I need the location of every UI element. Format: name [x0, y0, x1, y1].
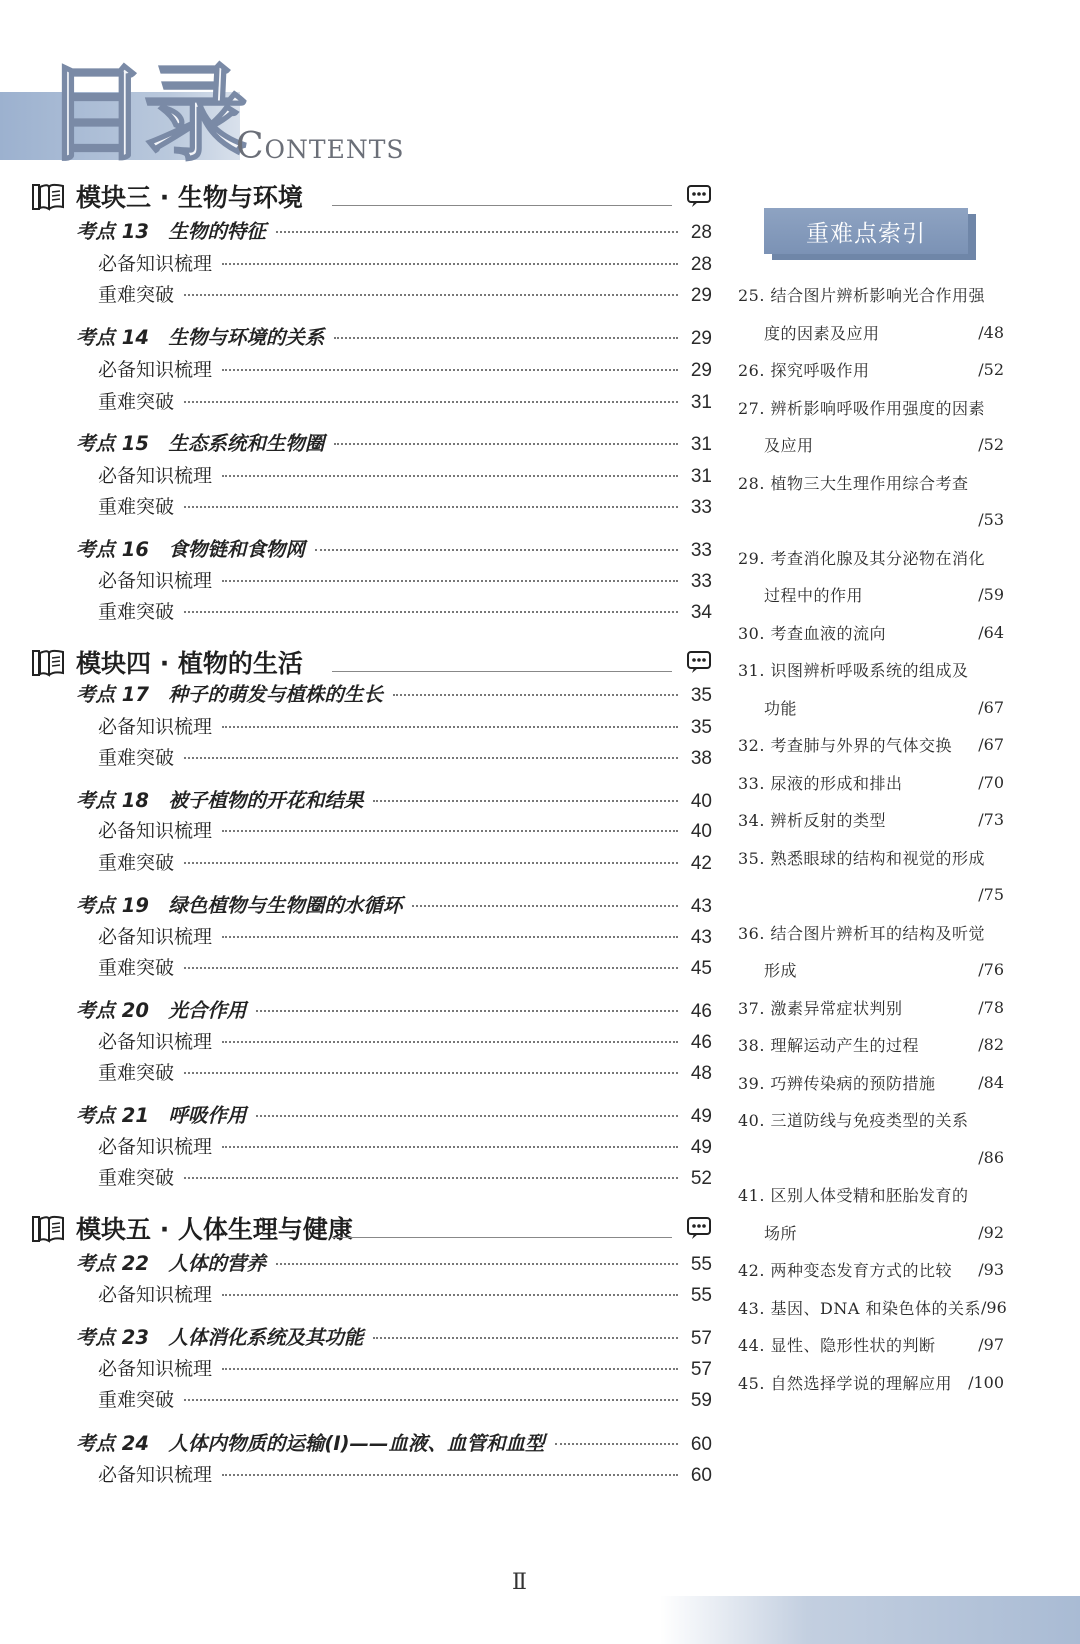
entry-label: 必备知识梳理	[98, 716, 213, 738]
entry-label: 考点 23 人体消化系统及其功能	[76, 1326, 364, 1349]
index-line[interactable]	[738, 801, 1004, 839]
dot-leader	[222, 1368, 678, 1370]
index-line[interactable]	[738, 839, 1004, 877]
index-text: 34. 辨析反射的类型	[738, 811, 887, 831]
index-page: /100	[968, 1372, 1004, 1392]
entry-page: 40	[690, 821, 712, 842]
index-text: 及应用	[764, 436, 814, 456]
entry-label: 必备知识梳理	[98, 1284, 213, 1306]
footer-band	[660, 1596, 1080, 1644]
index-text: 36. 结合图片辨析耳的结构及听觉	[738, 923, 986, 943]
entry-page: 33	[690, 497, 712, 518]
entry-label: 重难突破	[98, 852, 175, 874]
index-line[interactable]	[738, 651, 1004, 689]
index-text: 37. 激素异常症状判别	[738, 998, 903, 1018]
toc-subentry[interactable]	[98, 387, 712, 417]
entry-label: 必备知识梳理	[98, 820, 213, 842]
banner-label: 重难点索引	[764, 208, 968, 254]
toc-section-entry[interactable]	[76, 534, 712, 564]
index-line[interactable]	[738, 989, 1004, 1027]
toc-section-entry[interactable]	[76, 1322, 712, 1352]
entry-page: 57	[690, 1328, 712, 1349]
dot-leader	[222, 1474, 678, 1476]
index-text: 43. 基因、DNA 和染色体的关系	[738, 1298, 982, 1318]
index-line[interactable]	[738, 576, 1004, 614]
index-text: 38. 理解运动产生的过程	[738, 1036, 920, 1056]
toc-section-entry[interactable]	[76, 679, 712, 709]
dot-leader	[393, 694, 678, 696]
toc-section-entry[interactable]	[76, 428, 712, 458]
toc-section-entry[interactable]	[76, 1100, 712, 1130]
dot-leader	[184, 401, 678, 403]
toc-subentry[interactable]	[98, 848, 712, 878]
index-line[interactable]	[738, 1026, 1004, 1064]
index-page: /52	[978, 360, 1004, 380]
entry-page: 40	[690, 791, 712, 812]
index-line[interactable]	[738, 1289, 1007, 1327]
entry-page: 35	[690, 717, 712, 738]
entry-label: 必备知识梳理	[98, 926, 213, 948]
module-title: 模块四 · 植物的生活	[76, 649, 303, 678]
dot-leader	[276, 1263, 678, 1265]
entry-label: 必备知识梳理	[98, 1031, 213, 1053]
toc-section-entry[interactable]	[76, 1248, 712, 1278]
index-page: /97	[978, 1335, 1004, 1355]
index-line[interactable]	[738, 951, 1004, 989]
module-header	[32, 644, 712, 684]
index-page: /48	[978, 322, 1004, 342]
dot-leader	[184, 757, 678, 759]
dot-leader	[184, 1072, 678, 1074]
entry-page: 42	[690, 853, 712, 874]
entry-page: 31	[690, 466, 712, 487]
dot-leader	[222, 580, 678, 582]
index-text: 26. 探究呼吸作用	[738, 361, 870, 381]
book-icon	[32, 648, 66, 678]
index-page: /53	[978, 510, 1004, 530]
index-page: /59	[978, 585, 1004, 605]
index-page: /73	[978, 810, 1004, 830]
index-list	[738, 276, 1007, 1401]
dot-leader	[184, 1399, 678, 1401]
dot-leader	[222, 936, 678, 938]
toc-subentry[interactable]	[98, 1163, 712, 1193]
dot-leader	[222, 1146, 678, 1148]
index-text: 度的因素及应用	[764, 323, 880, 343]
module-header	[32, 178, 712, 218]
dot-leader	[315, 549, 678, 551]
index-page: /84	[978, 1072, 1004, 1092]
index-text: 42. 两种变态发育方式的比较	[738, 1261, 953, 1281]
dot-leader	[256, 1115, 678, 1117]
entry-label: 考点 14 生物与环境的关系	[76, 326, 325, 349]
toc-subentry[interactable]	[98, 1385, 712, 1415]
entry-label: 考点 19 绿色植物与生物圈的水循环	[76, 894, 403, 917]
index-line[interactable]	[738, 1326, 1004, 1364]
index-line[interactable]	[738, 351, 1004, 389]
toc-subentry[interactable]	[98, 712, 712, 742]
index-line[interactable]	[738, 689, 1004, 727]
entry-label: 必备知识梳理	[98, 1358, 213, 1380]
entry-label: 考点 17 种子的萌发与植株的生长	[76, 683, 383, 706]
index-page: /67	[978, 697, 1004, 717]
dot-leader	[222, 726, 678, 728]
entry-label: 重难突破	[98, 1167, 175, 1189]
entry-page: 31	[690, 392, 712, 413]
entry-label: 考点 21 呼吸作用	[76, 1104, 247, 1127]
dot-leader	[184, 862, 678, 864]
toc-subentry[interactable]	[98, 816, 712, 846]
page-subtitle: Contents	[236, 126, 405, 167]
entry-label: 必备知识梳理	[98, 359, 213, 381]
entry-label: 考点 24 人体内物质的运输(Ⅰ)——血液、血管和血型	[76, 1432, 545, 1455]
index-line[interactable]	[738, 1364, 1004, 1402]
entry-page: 29	[690, 285, 712, 306]
entry-label: 考点 18 被子植物的开花和结果	[76, 789, 364, 812]
index-text: 场所	[764, 1223, 798, 1243]
index-line[interactable]	[738, 876, 1004, 914]
toc-subentry[interactable]	[98, 1354, 712, 1384]
entry-label: 重难突破	[98, 284, 175, 306]
entry-page: 34	[690, 602, 712, 623]
entry-label: 考点 20 光合作用	[76, 999, 247, 1022]
toc-section-entry[interactable]	[76, 785, 712, 815]
index-text: 41. 区别人体受精和胚胎发育的	[738, 1186, 969, 1206]
entry-label: 必备知识梳理	[98, 465, 213, 487]
dot-leader	[373, 1337, 678, 1339]
toc-subentry[interactable]	[98, 1280, 712, 1310]
dot-leader	[555, 1443, 678, 1445]
index-text: 形成	[764, 961, 798, 981]
entry-page: 33	[690, 571, 712, 592]
index-page: /78	[978, 997, 1004, 1017]
entry-label: 必备知识梳理	[98, 570, 213, 592]
dot-leader	[222, 830, 678, 832]
index-text: 45. 自然选择学说的理解应用	[738, 1373, 953, 1393]
toc-subentry[interactable]	[98, 566, 712, 596]
index-text: 40. 三道防线与免疫类型的关系	[738, 1111, 969, 1131]
dot-leader	[184, 294, 678, 296]
index-line[interactable]	[738, 1251, 1004, 1289]
index-page: /92	[978, 1222, 1004, 1242]
index-line[interactable]	[738, 764, 1004, 802]
toc-subentry[interactable]	[98, 249, 712, 279]
index-page: /96	[981, 1297, 1007, 1317]
index-text: 功能	[764, 698, 798, 718]
dot-leader	[184, 506, 678, 508]
index-text: 31. 识图辨析呼吸系统的组成及	[738, 661, 969, 681]
toc-subentry[interactable]	[98, 953, 712, 983]
entry-page: 57	[690, 1359, 712, 1380]
entry-label: 必备知识梳理	[98, 1464, 213, 1486]
entry-page: 48	[690, 1063, 712, 1084]
toc-subentry[interactable]	[98, 743, 712, 773]
entry-label: 考点 16 食物链和食物网	[76, 538, 305, 561]
entry-label: 考点 15 生态系统和生物圈	[76, 432, 325, 455]
entry-page: 45	[690, 958, 712, 979]
entry-page: 46	[690, 1032, 712, 1053]
dot-leader	[184, 1177, 678, 1179]
entry-page: 46	[690, 1001, 712, 1022]
index-line[interactable]	[738, 726, 1004, 764]
entry-label: 重难突破	[98, 957, 175, 979]
entry-page: 60	[690, 1465, 712, 1486]
speech-bubble-icon	[686, 182, 712, 208]
index-page: /75	[978, 885, 1004, 905]
dot-leader	[412, 905, 678, 907]
toc-subentry[interactable]	[98, 922, 712, 952]
entry-label: 重难突破	[98, 747, 175, 769]
entry-label: 重难突破	[98, 601, 175, 623]
index-page: /82	[978, 1035, 1004, 1055]
toc-subentry[interactable]	[98, 461, 712, 491]
toc-subentry[interactable]	[98, 597, 712, 627]
book-icon	[32, 1214, 66, 1244]
index-text: 35. 熟悉眼球的结构和视觉的形成	[738, 848, 986, 868]
index-line[interactable]	[738, 389, 1004, 427]
dot-leader	[184, 611, 678, 613]
module-rule	[332, 671, 672, 672]
entry-page: 55	[690, 1254, 712, 1275]
speech-bubble-icon	[686, 1214, 712, 1240]
entry-page: 59	[690, 1390, 712, 1411]
index-text: 44. 显性、隐形性状的判断	[738, 1336, 936, 1356]
entry-label: 必备知识梳理	[98, 1136, 213, 1158]
toc-subentry[interactable]	[98, 1132, 712, 1162]
dot-leader	[222, 1294, 678, 1296]
toc-subentry[interactable]	[98, 1027, 712, 1057]
entry-label: 重难突破	[98, 1062, 175, 1084]
index-line[interactable]	[738, 914, 1004, 952]
index-page: /67	[978, 735, 1004, 755]
index-text: 29. 考查消化腺及其分泌物在消化	[738, 548, 986, 568]
module-rule	[332, 1237, 672, 1238]
index-text: 32. 考查肺与外界的气体交换	[738, 736, 953, 756]
entry-label: 考点 13 生物的特征	[76, 220, 266, 243]
dot-leader	[222, 369, 678, 371]
entry-page: 43	[690, 896, 712, 917]
page-number: Ⅱ	[512, 1570, 527, 1595]
index-text: 27. 辨析影响呼吸作用强度的因素	[738, 398, 986, 418]
index-line[interactable]	[738, 1101, 1004, 1139]
entry-page: 33	[690, 540, 712, 561]
speech-bubble-icon	[686, 648, 712, 674]
index-text: 过程中的作用	[764, 586, 864, 606]
index-text: 30. 考查血液的流向	[738, 623, 887, 643]
index-page: /76	[978, 960, 1004, 980]
dot-leader	[334, 337, 678, 339]
entry-page: 28	[690, 222, 712, 243]
entry-page: 35	[690, 685, 712, 706]
index-line[interactable]	[738, 276, 1004, 314]
toc-subentry[interactable]	[98, 1460, 712, 1490]
dot-leader	[373, 800, 678, 802]
dot-leader	[334, 443, 678, 445]
entry-page: 29	[690, 360, 712, 381]
toc-subentry[interactable]	[98, 1058, 712, 1088]
module-rule	[332, 205, 672, 206]
entry-label: 重难突破	[98, 391, 175, 413]
index-line[interactable]	[738, 614, 1004, 652]
dot-leader	[222, 475, 678, 477]
toc-section-entry[interactable]	[76, 995, 712, 1025]
toc-section-entry[interactable]	[76, 216, 712, 246]
index-text: 28. 植物三大生理作用综合考查	[738, 473, 969, 493]
dot-leader	[222, 1041, 678, 1043]
entry-page: 52	[690, 1168, 712, 1189]
entry-page: 49	[690, 1137, 712, 1158]
book-icon	[32, 182, 66, 212]
index-line[interactable]	[738, 426, 1004, 464]
dot-leader	[184, 967, 678, 969]
toc-section-entry[interactable]	[76, 1428, 712, 1458]
index-line[interactable]	[738, 1139, 1004, 1177]
index-line[interactable]	[738, 501, 1004, 539]
entry-page: 31	[690, 434, 712, 455]
index-page: /86	[978, 1147, 1004, 1167]
module-title: 模块五 · 人体生理与健康	[76, 1215, 353, 1244]
entry-page: 28	[690, 254, 712, 275]
toc-subentry[interactable]	[98, 280, 712, 310]
entry-page: 55	[690, 1285, 712, 1306]
entry-page: 38	[690, 748, 712, 769]
page-title: 目录	[44, 53, 245, 175]
index-page: /93	[978, 1260, 1004, 1280]
toc-subentry[interactable]	[98, 492, 712, 522]
dot-leader	[276, 231, 678, 233]
toc-subentry[interactable]	[98, 355, 712, 385]
index-banner	[764, 208, 976, 262]
entry-page: 29	[690, 328, 712, 349]
entry-page: 60	[690, 1434, 712, 1455]
entry-page: 43	[690, 927, 712, 948]
index-page: /70	[978, 772, 1004, 792]
entry-label: 考点 22 人体的营养	[76, 1252, 266, 1275]
index-page: /64	[978, 622, 1004, 642]
index-line[interactable]	[738, 539, 1004, 577]
toc-section-entry[interactable]	[76, 322, 712, 352]
index-text: 33. 尿液的形成和排出	[738, 773, 903, 793]
index-line[interactable]	[738, 1176, 1004, 1214]
index-text: 25. 结合图片辨析影响光合作用强	[738, 286, 986, 306]
entry-label: 必备知识梳理	[98, 253, 213, 275]
dot-leader	[256, 1010, 678, 1012]
index-line[interactable]	[738, 464, 1004, 502]
index-page: /52	[978, 435, 1004, 455]
index-line[interactable]	[738, 1214, 1004, 1252]
index-line[interactable]	[738, 314, 1004, 352]
index-line[interactable]	[738, 1064, 1004, 1102]
entry-label: 重难突破	[98, 496, 175, 518]
entry-label: 重难突破	[98, 1389, 175, 1411]
toc-section-entry[interactable]	[76, 890, 712, 920]
module-title: 模块三 · 生物与环境	[76, 183, 303, 212]
module-header	[32, 1210, 712, 1250]
dot-leader	[222, 263, 678, 265]
entry-page: 49	[690, 1106, 712, 1127]
index-text: 39. 巧辨传染病的预防措施	[738, 1073, 936, 1093]
